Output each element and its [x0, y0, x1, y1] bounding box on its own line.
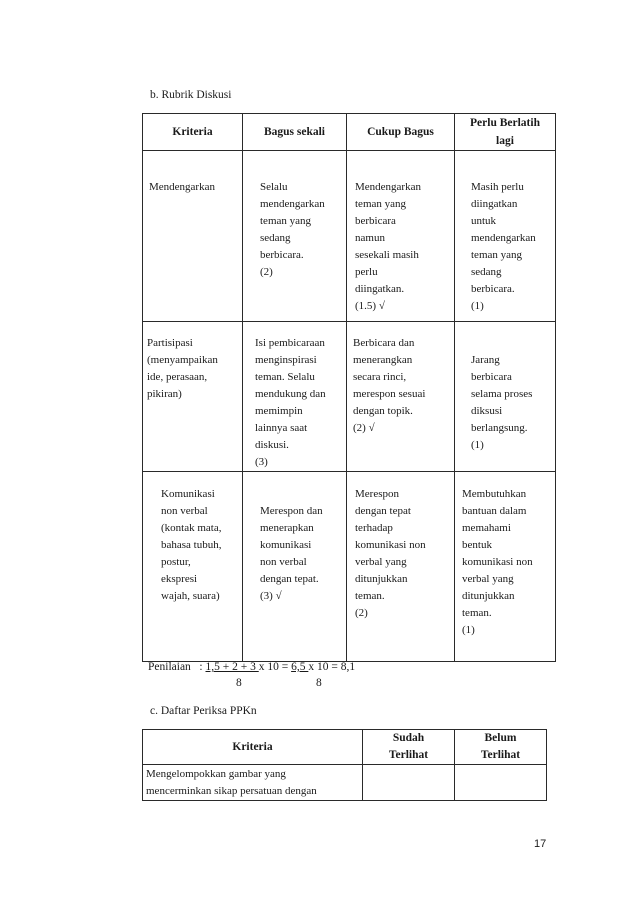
checklist-belum-cell[interactable] — [455, 765, 547, 801]
rubric-cell: Membutuhkan bantuan dalam memahami bentuk komunikasi non verbal yang ditunjukkan teman. (1) — [462, 488, 533, 636]
penilaian-numerator-2: 6,5 — [291, 661, 309, 673]
page-number: 17 — [534, 838, 547, 850]
checklist-criteria-cell: Mengelompokkan gambar yang mencerminkan sikap persatuan dengan — [146, 768, 317, 797]
checklist-header-kriteria: Kriteria — [143, 730, 363, 765]
rubric-cell: Partisipasi (menyampaikan ide, perasaan, pikiran) — [147, 337, 218, 400]
penilaian-end: x 10 = 8,1 — [308, 661, 356, 673]
rubric-row-partisipasi — [143, 322, 556, 472]
rubric-header-perlu-berlatih: Perlu Berlatih lagi — [455, 114, 556, 151]
checklist-header-sudah: Sudah Terlihat — [363, 730, 455, 765]
rubric-cell: Isi pembicaraan menginspirasi teman. Selalu mendukung dan memimpin lainnya saat diskusi. (3) — [255, 337, 326, 468]
rubric-cell: Selalu mendengarkan teman yang sedang berbicara. (2) — [260, 181, 325, 278]
penilaian-denominator-1: 8 — [236, 677, 242, 689]
rubric-header-kriteria: Kriteria — [143, 114, 243, 151]
rubric-cell: Merespon dan menerapkan komunikasi non verbal dengan tepat. (3) √ — [260, 505, 323, 602]
rubric-cell: Berbicara dan menerangkan secara rinci, merespon sesuai dengan topik. (2) √ — [353, 337, 426, 434]
rubric-header-row — [143, 114, 556, 151]
checklist-sudah-cell[interactable] — [363, 765, 455, 801]
rubric-cell: Merespon dengan tepat terhadap komunikasi non verbal yang ditunjukkan teman. (2) — [355, 488, 426, 619]
section-c-title: c. Daftar Periksa PPKn — [150, 705, 257, 717]
checklist-row — [143, 765, 547, 801]
penilaian-label: Penilaian : — [148, 661, 206, 673]
penilaian-denominator-2: 8 — [316, 677, 322, 689]
checklist-header-row — [143, 730, 547, 765]
penilaian-formula — [148, 661, 355, 673]
rubric-cell: Jarang berbicara selama proses diksusi berlangsung. (1) — [471, 354, 533, 451]
rubric-header-bagus-sekali: Bagus sekali — [243, 114, 347, 151]
checklist-table — [142, 729, 547, 801]
rubric-row-komunikasi — [143, 472, 556, 662]
rubric-header-cukup-bagus: Cukup Bagus — [347, 114, 455, 151]
rubric-cell: Masih perlu diingatkan untuk mendengarkan teman yang sedang berbicara. (1) — [471, 181, 536, 312]
rubric-cell: Komunikasi non verbal (kontak mata, bahasa tubuh, postur, ekspresi wajah, suara) — [161, 488, 222, 602]
rubric-cell: Mendengarkan teman yang berbicara namun sesekali masih perlu diingatkan. (1.5) √ — [355, 181, 421, 312]
rubric-cell: Mendengarkan — [149, 181, 215, 193]
section-b-title: b. Rubrik Diskusi — [150, 89, 232, 101]
checklist-header-belum: Belum Terlihat — [455, 730, 547, 765]
rubric-row-mendengarkan — [143, 151, 556, 322]
rubric-table — [142, 113, 556, 662]
penilaian-numerator-1: 1,5 + 2 + 3 — [205, 661, 259, 673]
penilaian-mid: x 10 = — [258, 661, 292, 673]
